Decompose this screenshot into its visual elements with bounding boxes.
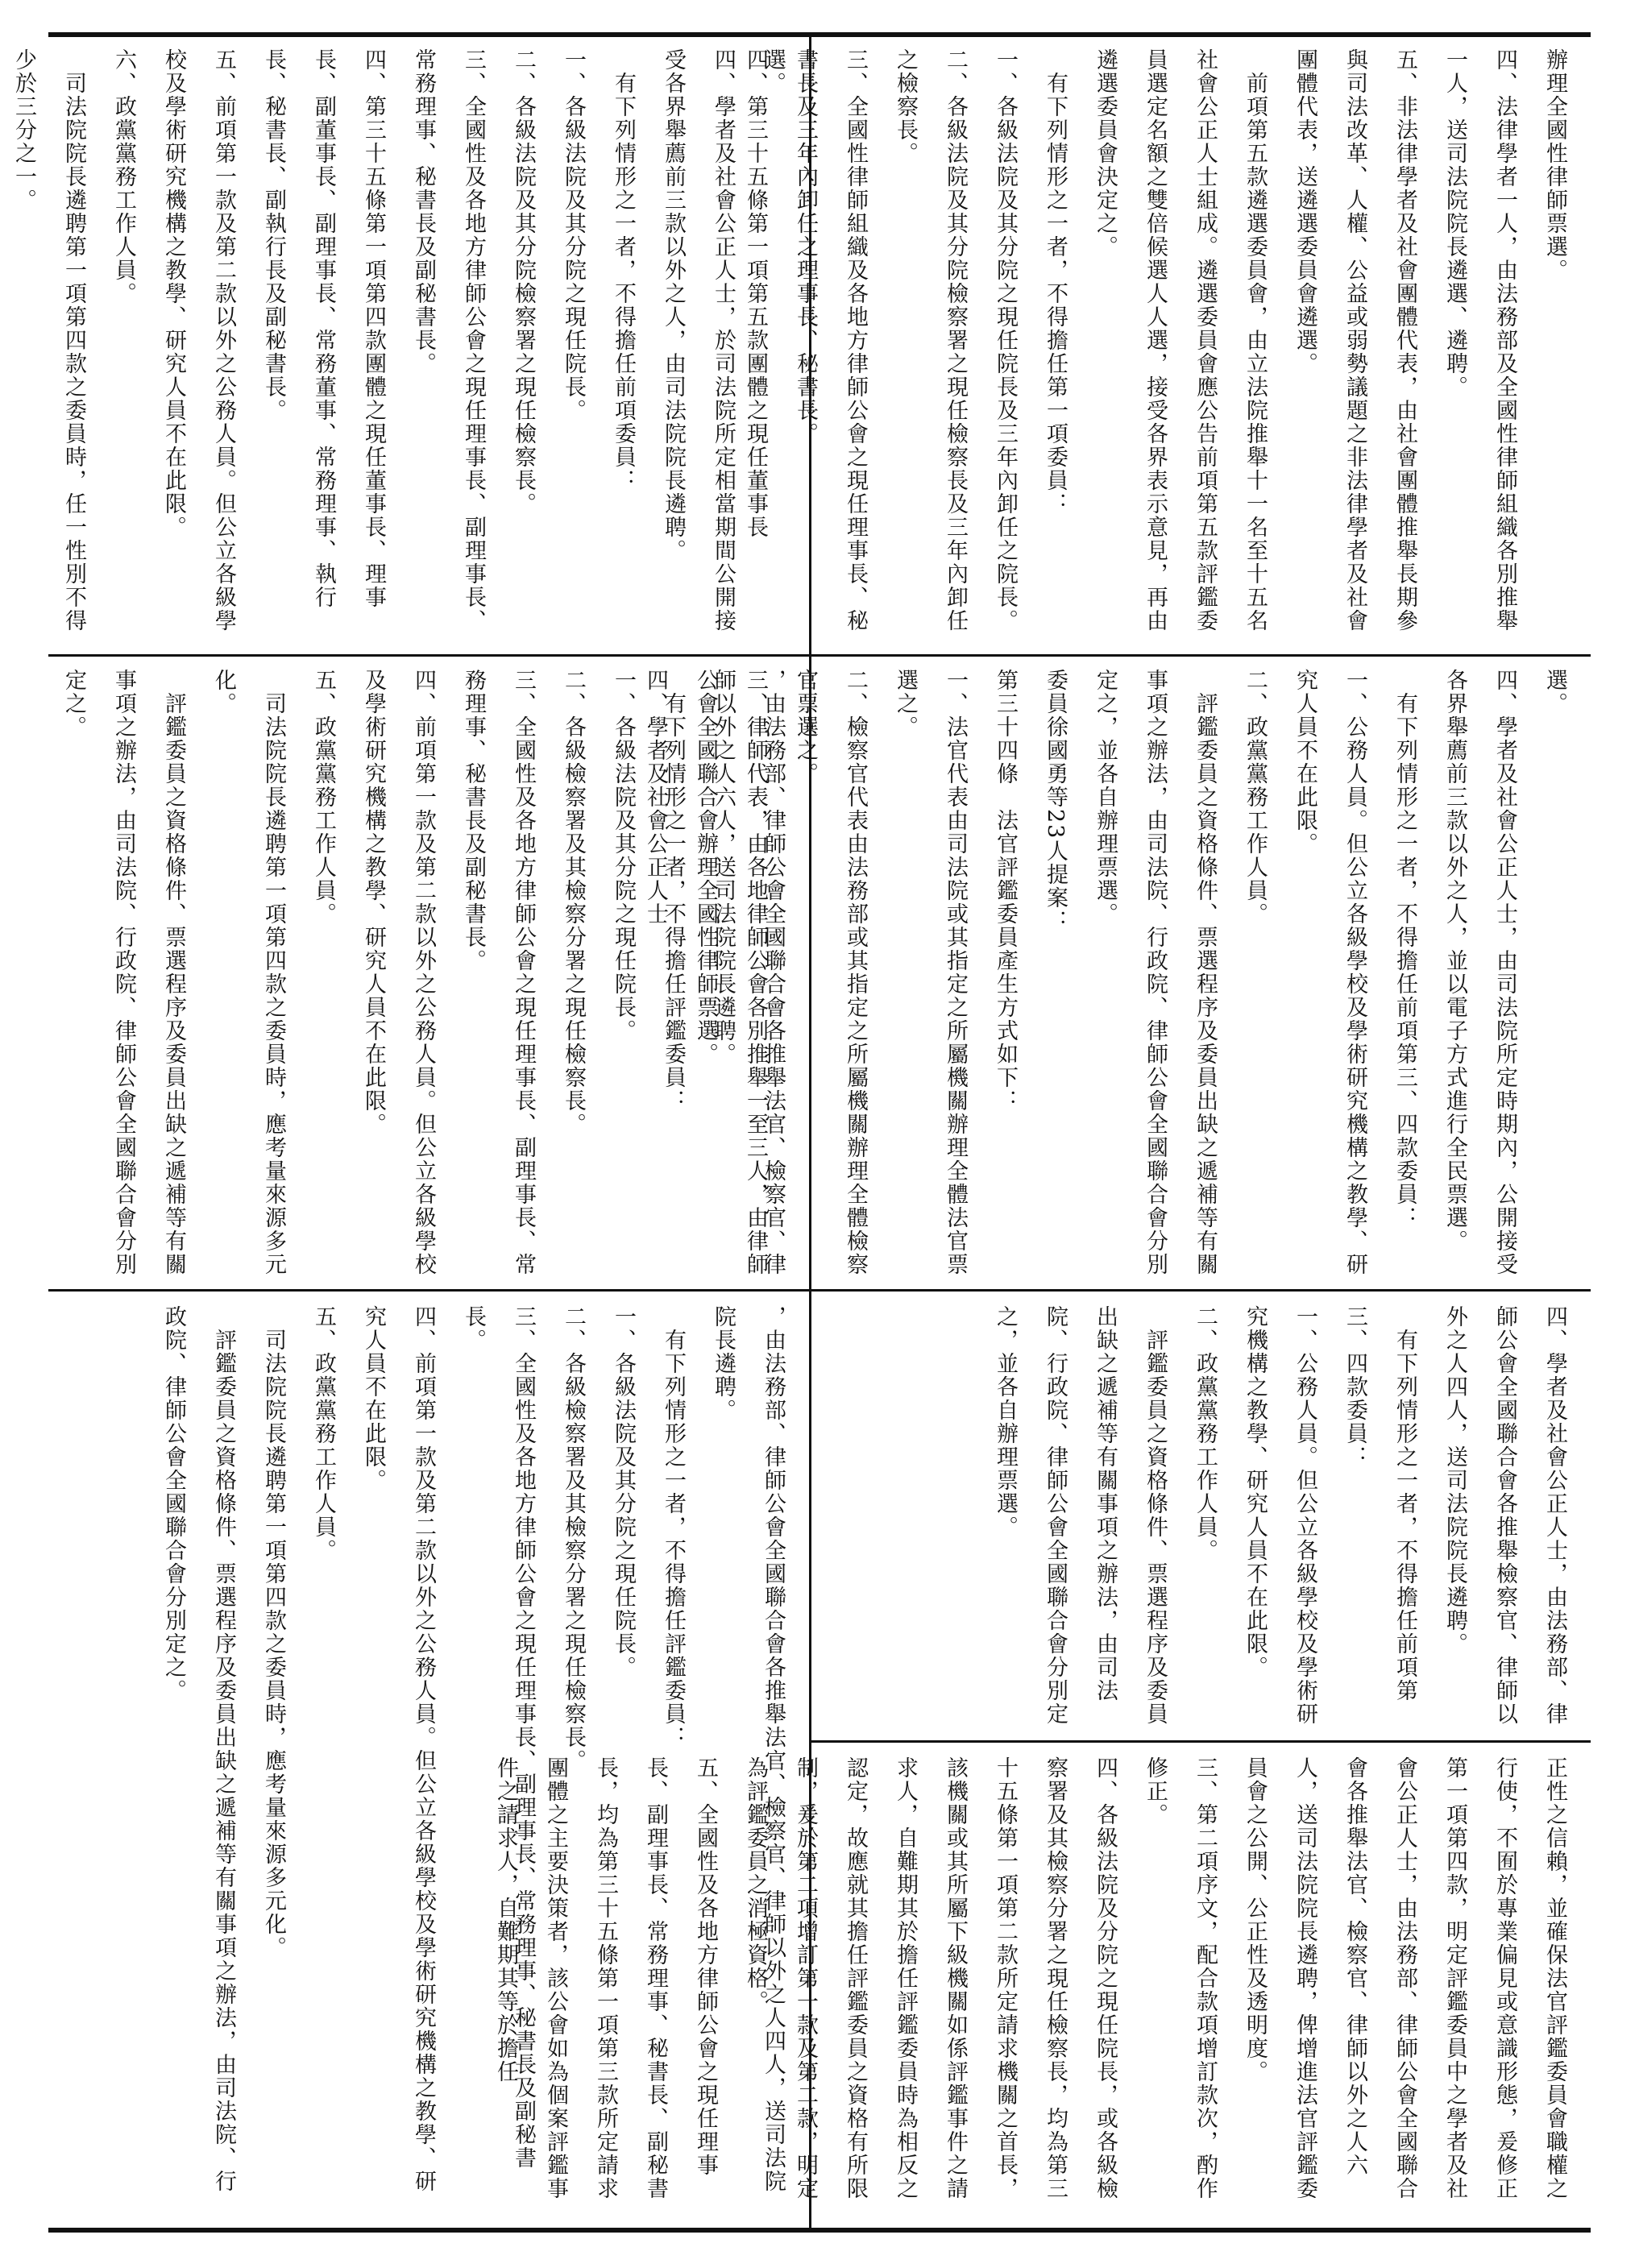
paragraph: 選。 四、學者及社會公正人士，由司法院所定時期內，公開接受各界舉薦前三款以外之人，並以電子方式進行全民票選。 有下列情形之一者，不得擔任前項第三、四款委員： 一、公務人員。但公立各級學校及學術研究機構之教學、研究人員不在此限。 二、政黨黨務工作人員。 評鑑委員之資格條件、票選程序及委員出缺之遞補等有關事項之辦法，由司法院、行政院、律師公會全國聯合會分別定之，並各自辦理票選。 委員徐國勇等23人提案： 第三十四條 法官評鑑委員產生方式如下： 一、法官代表由司法院或其指定之所屬機關辦理全體法官票選之。 二、檢察官代表由法務部或其指定之所屬機關辦理全體檢察官票選之。 三、律師代表，由各地律師公會各別推舉一至三人，由律師公會全國聯合會辦理全國性律師票選。 四、學者及社會公正人士 bbox=[643, 669, 1567, 1276]
text-block bbox=[493, 1756, 1579, 2216]
top-rule bbox=[48, 32, 1591, 37]
text-block bbox=[743, 48, 1579, 645]
paragraph: ，由法務部、律師公會全國聯合會各推舉法官、檢察官、律師以外之人六人，送司法院院長遴聘。 有下列情形之一者，不得擔任評鑑委員： 一、各級法院及其分院之現任院長。 二、各級檢察署及其檢察分署之現任檢察長。 三、全國性及各地方律師公會之現任理事長、副理事長、常務理事、秘書長及副秘書長。 四、前項第一款及第二款以外之公務人員。但公立各級學校及學術研究機構之教學、研究人員不在此限。 五、政黨黨務工作人員。 司法院院長遴聘第一項第四款之委員時，應考量來源多元化。 評鑑委員之資格條件、票選程序及委員出缺之遞補等有關事項之辦法，由司法院、行政院、律師公會全國聯合會分別定之。 bbox=[61, 669, 786, 1276]
row-separator bbox=[811, 1740, 1591, 1743]
row-separator bbox=[811, 654, 1591, 657]
row-separator bbox=[48, 1289, 809, 1292]
text-block bbox=[643, 669, 1579, 1281]
paragraph: 辦理全國性律師票選。 四、法律學者一人，由法務部及全國性律師組織各別推舉一人，送司法院院長遴選、遴聘。 五、非法律學者及社會團體代表，由社會團體推舉長期參與司法改革、人權、公益或弱勢議題之非法律學者及社會團體代表，送遴選委員會遴選。 前項第五款遴選委員會，由立法院推舉十一名至十五名社會公正人士組成。遴選委員會應公告前項第五款評鑑委員選定名額之雙倍候選人人選，接受各界表示意見，再由遴選委員會決定之。 有下列情形之一者，不得擔任第一項委員： 一、各級法院及其分院之現任院長及三年內卸任之院長。 二、各級法院及其分院檢察署之現任檢察長及三年內卸任之檢察長。 三、全國性律師組織及各地方律師公會之現任理事長、秘書長及三年內卸任之理事長、秘書長。 四、第三十五條第一項第五款團體之現任董事長 bbox=[743, 48, 1567, 632]
row-separator bbox=[811, 1289, 1591, 1292]
paragraph: 正性之信賴，並確保法官評鑑委員會職權之行使，不囿於專業偏見或意識形態，爰修正第一項第四款，明定評鑑委員中之學者及社會公正人士，由法務部、律師公會全國聯合會各推舉法官、檢察官、律師以外之人六人，送司法院院長遴聘，俾增進法官評鑑委員會之公開、公正性及透明度。 三、第二項序文，配合款項增訂款次，酌作修正。 四、各級法院及分院之現任院長，或各級檢察署及其檢察分署之現任檢察長，均為第三十五條第一項第二款所定請求機關之首長，該機關或其所屬下級機關如係評鑑事件之請求人，自難期其於擔任評鑑委員時為相反之認定，故應就其擔任評鑑委員之資格有所限制，爰於第二項增訂第一款及第二款，明定為評鑑委員之消極資格。 五、全國性及各地方律師公會之現任理事長、副理事長、常務理事、秘書長、副秘書長，均為第三十五條第一項第三款所定請求團體之主要決策者，該公會如為個案評鑑事件之請求人，自難期其等於擔任 bbox=[493, 1756, 1567, 2200]
bottom-rule bbox=[48, 2228, 1591, 2233]
paragraph: 選。 四、學者及社會公正人士，於司法院所定相當期間公開接受各界舉薦前三款以外之人，由司法院院長遴聘。 有下列情形之一者，不得擔任前項委員： 一、各級法院及其分院之現任院長。 二、各級法院及其分院檢察署之現任檢察長。 三、全國性及各地方律師公會之現任理事長、副理事長、常務理事、秘書長及副秘書長。 四、第三十五條第一項第四款團體之現任董事長、理事長、副董事長、副理事長、常務董事、常務理事、執行長、秘書長、副執行長及副秘書長。 五、前項第一款及第二款以外之公務人員。但公立各級學校及學術研究機構之教學、研究人員不在此限。 六、政黨黨務工作人員。 司法院院長遴聘第一項第四款之委員時，任一性別不得少於三分之一。 bbox=[11, 48, 786, 632]
text-block bbox=[11, 48, 798, 645]
paragraph: 四、學者及社會公正人士，由法務部、律師公會全國聯合會各推舉檢察官、律師以外之人四人，送司法院院長遴聘。 有下列情形之一者，不得擔任前項第三、四款委員： 一、公務人員。但公立各級學校及學術研究機構之教學、研究人員不在此限。 二、政黨黨務工作人員。 評鑑委員之資格條件、票選程序及委員出缺之遞補等有關事項之辦法，由司法院、行政院、律師公會全國聯合會分別定之，並各自辦理票選。 bbox=[993, 1305, 1567, 1726]
row-separator bbox=[48, 654, 809, 657]
text-block bbox=[826, 1305, 1579, 1732]
paragraph: ，由法務部、律師公會全國聯合會各推舉法官、檢察官、律師以外之人四人，送司法院院長遴聘。 有下列情形之一者，不得擔任評鑑委員： 一、各級法院及其分院之現任院長。 二、各級檢察署及其檢察分署之現任檢察長。 三、全國性及各地方律師公會之現任理事長、副理事長、常務理事、秘書長及副秘書長。 四、前項第一款及第二款以外之公務人員。但公立各級學校及學術研究機構之教學、研究人員不在此限。 五、政黨黨務工作人員。 司法院院長遴聘第一項第四款之委員時，應考量來源多元化。 評鑑委員之資格條件、票選程序及委員出缺之遞補等有關事項之辦法，由司法院、行政院、律師公會全國聯合會分別定之。 bbox=[161, 1305, 786, 2193]
